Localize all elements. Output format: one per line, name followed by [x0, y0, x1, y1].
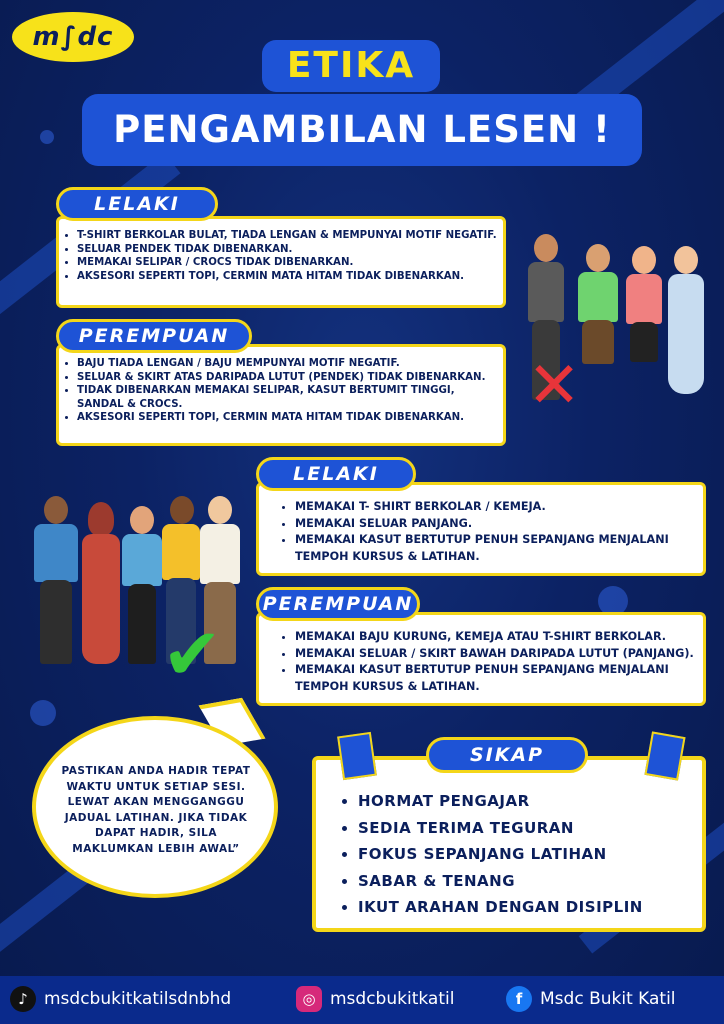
- do-female-box: [256, 612, 706, 706]
- list-item: • SELUAR PENDEK TIDAK DIBENARKAN.: [77, 243, 503, 257]
- sikap-label: SIKAP: [426, 737, 588, 773]
- tiktok-link[interactable]: [10, 986, 231, 1012]
- list-item: • HORMAT PENGAJAR: [358, 788, 702, 815]
- do-female-label: PEREMPUAN: [256, 587, 420, 621]
- list-item: • SABAR & TENANG: [358, 868, 702, 895]
- do-male-box: [256, 482, 706, 576]
- tiktok-handle: msdcbukitkatilsdnbhd: [44, 989, 232, 1009]
- dont-male-label: LELAKI: [56, 187, 218, 221]
- page-title: PENGAMBILAN LESEN !: [82, 94, 642, 166]
- list-item: • AKSESORI SEPERTI TOPI, CERMIN MATA HITAM TIDAK DIBENARKAN.: [77, 411, 503, 425]
- list-item: • FOKUS SEPANJANG LATIHAN: [358, 841, 702, 868]
- instagram-handle: msdcbukitkatil: [330, 989, 455, 1009]
- list-item: • BAJU TIADA LENGAN / BAJU MEMPUNYAI MOTIF NEGATIF.: [77, 357, 503, 371]
- list-item: • MEMAKAI SELIPAR / CROCS TIDAK DIBENARKAN.: [77, 256, 503, 270]
- cross-mark-icon: ✕: [527, 349, 581, 423]
- decor-dot: [40, 130, 54, 144]
- list-item: • AKSESORI SEPERTI TOPI, CERMIN MATA HITAM TIDAK DIBENARKAN.: [77, 270, 503, 284]
- dont-female-label: PEREMPUAN: [56, 319, 252, 353]
- decor-dot: [30, 700, 56, 726]
- list-item: • MEMAKAI KASUT BERTUTUP PENUH SEPANJANG MENJALANI TEMPOH KURSUS & LATIHAN.: [295, 662, 703, 695]
- instagram-icon: ◎: [296, 986, 322, 1012]
- list-item: • IKUT ARAHAN DENGAN DISIPLIN: [358, 894, 702, 921]
- reminder-note: PASTIKAN ANDA HADIR TEPAT WAKTU UNTUK SETIAP SESI. LEWAT AKAN MENGGANGGU JADUAL LATIHAN. JIKA TIDAK DAPAT HADIR, SILA MAKLUMKAN LEBIH AWAL”: [61, 765, 251, 855]
- sikap-box: [312, 756, 706, 932]
- tiktok-icon: ♪: [10, 986, 36, 1012]
- list-item: • SEDIA TERIMA TEGURAN: [358, 815, 702, 842]
- list-item: • MEMAKAI T- SHIRT BERKOLAR / KEMEJA.: [295, 499, 703, 516]
- check-mark-icon: ✔: [161, 612, 223, 696]
- list-item: • MEMAKAI KASUT BERTUTUP PENUH SEPANJANG MENJALANI TEMPOH KURSUS & LATIHAN.: [295, 532, 703, 565]
- list-item: • MEMAKAI SELUAR PANJANG.: [295, 516, 703, 533]
- brand-logo: m∫dc: [12, 12, 134, 62]
- instagram-link[interactable]: [296, 986, 454, 1012]
- decor-tape: [337, 732, 377, 780]
- dont-female-box: [56, 344, 506, 446]
- dont-male-box: [56, 216, 506, 308]
- title-top: ETIKA: [262, 40, 440, 92]
- do-male-label: LELAKI: [256, 457, 416, 491]
- list-item: • MEMAKAI SELUAR / SKIRT BAWAH DARIPADA LUTUT (PANJANG).: [295, 646, 703, 663]
- facebook-handle: Msdc Bukit Katil: [540, 989, 676, 1009]
- list-item: • SELUAR & SKIRT ATAS DARIPADA LUTUT (PENDEK) TIDAK DIBENARKAN.: [77, 371, 503, 385]
- facebook-icon: f: [506, 986, 532, 1012]
- list-item: • TIDAK DIBENARKAN MEMAKAI SELIPAR, KASUT BERTUMIT TINGGI, SANDAL & CROCS.: [77, 384, 503, 411]
- list-item: • T-SHIRT BERKOLAR BULAT, TIADA LENGAN & MEMPUNYAI MOTIF NEGATIF.: [77, 229, 503, 243]
- list-item: • MEMAKAI BAJU KURUNG, KEMEJA ATAU T-SHIRT BERKOLAR.: [295, 629, 703, 646]
- facebook-link[interactable]: [506, 986, 676, 1012]
